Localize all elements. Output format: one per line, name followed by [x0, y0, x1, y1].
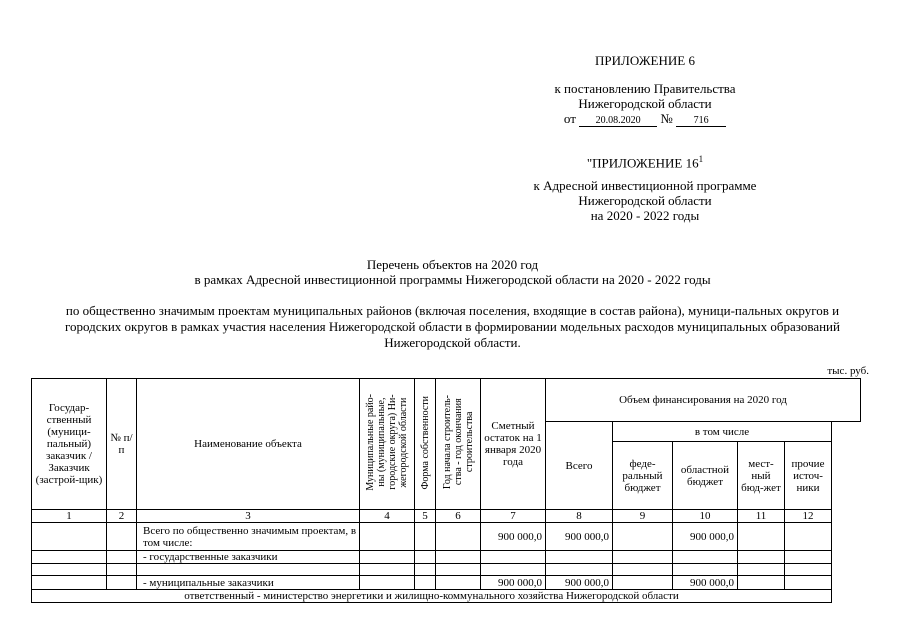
cell-total: 900 000,0 — [546, 576, 613, 590]
municipal-text-1: Муниципальные райо- — [365, 394, 376, 491]
cell-balance — [481, 551, 546, 564]
cell-num — [107, 564, 137, 576]
years-text-1: Год начала строитель- — [441, 395, 453, 490]
header-local: мест-ный бюд-жет — [738, 442, 785, 510]
cell-name: Всего по общественно значимым проектам, в том числе: — [137, 523, 360, 551]
cell-total — [546, 564, 613, 576]
cell-ownership — [415, 564, 436, 576]
table-row-state — [32, 551, 861, 564]
resolution-number: 716 — [676, 115, 726, 127]
header-other: прочие источ-ники — [785, 442, 832, 510]
cell-local — [738, 576, 785, 590]
table-row-municipal — [32, 576, 861, 590]
header-regional: областной бюджет — [673, 442, 738, 510]
resolution-date: 20.08.2020 — [579, 115, 657, 127]
cell-regional: 900 000,0 — [673, 523, 738, 551]
header-ownership — [415, 379, 436, 510]
header-including: в том числе — [613, 422, 832, 442]
column-number: 8 — [546, 510, 613, 523]
cell-local — [738, 523, 785, 551]
cell-regional: 900 000,0 — [673, 576, 738, 590]
column-number: 12 — [785, 510, 832, 523]
appendix-label: ПРИЛОЖЕНИЕ 6 — [595, 53, 695, 68]
cell-customer — [32, 564, 107, 576]
cell-ownership — [415, 576, 436, 590]
cell-num — [107, 576, 137, 590]
table-row-responsible — [32, 590, 861, 603]
cell-local — [738, 551, 785, 564]
column-number: 11 — [738, 510, 785, 523]
cell-municipal — [360, 576, 415, 590]
resolution-region: Нижегородской области — [578, 96, 712, 111]
column-number: 9 — [613, 510, 673, 523]
cell-federal — [613, 523, 673, 551]
header-municipal — [360, 379, 415, 510]
resolution-block — [520, 81, 770, 127]
from-label: от — [563, 111, 576, 126]
cell-years — [436, 523, 481, 551]
cell-years — [436, 551, 481, 564]
municipal-text-4: жегородской области — [398, 397, 409, 488]
header-financing: Объем финансирования на 2020 год — [546, 379, 861, 422]
years-text — [442, 395, 475, 489]
document-subtitle: по общественно значимым проектам муниципальных районов (включая поселения, входящие в состав района), муници-пальных округов и городских округов в рамках участия населения Нижегородской области в формировании модельных расходов муниципальных образований Нижегородской области. — [65, 303, 840, 350]
program-region: Нижегородской области — [578, 193, 712, 208]
program-years: на 2020 - 2022 годы — [590, 208, 700, 223]
program-line: к Адресной инвестиционной программе — [533, 178, 757, 193]
appendix16-sup: 1 — [698, 154, 704, 164]
appendix-header — [545, 53, 745, 68]
resolution-line: к постановлению Правительства — [554, 81, 736, 96]
cell-other — [785, 551, 832, 564]
cell-municipal — [360, 551, 415, 564]
column-number: 4 — [360, 510, 415, 523]
header-num: № п/п — [107, 379, 137, 510]
cell-other — [785, 523, 832, 551]
resolution-date-line — [520, 111, 770, 127]
years-text-3: строительства — [463, 412, 475, 473]
cell-federal — [613, 576, 673, 590]
table-row-total — [32, 523, 861, 551]
table-row-spacer — [32, 564, 861, 576]
cell-customer — [32, 576, 107, 590]
column-numbers-row — [32, 510, 861, 523]
column-number: 3 — [137, 510, 360, 523]
cell-total: 900 000,0 — [546, 523, 613, 551]
cell-municipal — [360, 523, 415, 551]
column-number: 7 — [481, 510, 546, 523]
column-number: 6 — [436, 510, 481, 523]
cell-name: - государственные заказчики — [137, 551, 360, 564]
municipal-text — [365, 394, 409, 491]
document-title — [0, 257, 905, 287]
cell-ownership — [415, 551, 436, 564]
column-number: 5 — [415, 510, 436, 523]
responsible-cell: ответственный - министерство энергетики и жилищно-коммунального хозяйства Нижегородской области — [32, 590, 832, 603]
cell-other — [785, 576, 832, 590]
cell-num — [107, 523, 137, 551]
program-block — [500, 178, 790, 223]
header-name: Наименование объекта — [137, 379, 360, 510]
cell-name — [137, 564, 360, 576]
header-customer: Государ-ственный (муници-пальный) заказчик / Заказчик (застрой-щик) — [32, 379, 107, 510]
cell-customer — [32, 551, 107, 564]
units-label: тыс. руб. — [827, 365, 869, 377]
years-text-2: ства - год окончания — [452, 399, 464, 486]
column-number: 10 — [673, 510, 738, 523]
cell-ownership — [415, 523, 436, 551]
title-line-1: Перечень объектов на 2020 год — [366, 257, 539, 272]
header-balance: Сметный остаток на 1 января 2020 года — [481, 379, 546, 510]
cell-total — [546, 551, 613, 564]
municipal-text-2: ны (муниципальные, — [376, 397, 387, 488]
header-years — [436, 379, 481, 510]
cell-local — [738, 564, 785, 576]
cell-municipal — [360, 564, 415, 576]
cell-federal — [613, 564, 673, 576]
ownership-text: Форма собственности — [419, 395, 431, 490]
number-sign: № — [660, 111, 673, 126]
cell-years — [436, 564, 481, 576]
cell-regional — [673, 551, 738, 564]
cell-balance — [481, 564, 546, 576]
municipal-text-3: городские округа) Ни- — [387, 394, 398, 491]
cell-name: - муниципальные заказчики — [137, 576, 360, 590]
cell-customer — [32, 523, 107, 551]
appendix16-header — [545, 152, 745, 170]
cell-federal — [613, 551, 673, 564]
appendix16-label: "ПРИЛОЖЕНИЕ 16 — [586, 155, 699, 171]
cell-regional — [673, 564, 738, 576]
column-number: 2 — [107, 510, 137, 523]
cell-balance: 900 000,0 — [481, 576, 546, 590]
cell-years — [436, 576, 481, 590]
cell-other — [785, 564, 832, 576]
cell-balance: 900 000,0 — [481, 523, 546, 551]
column-number: 1 — [32, 510, 107, 523]
header-total: Всего — [546, 422, 613, 510]
header-federal: феде-ральный бюджет — [613, 442, 673, 510]
cell-num — [107, 551, 137, 564]
objects-table — [31, 378, 861, 603]
title-line-2: в рамках Адресной инвестиционной программы Нижегородской области на 2020 - 2022 годы — [194, 272, 711, 287]
